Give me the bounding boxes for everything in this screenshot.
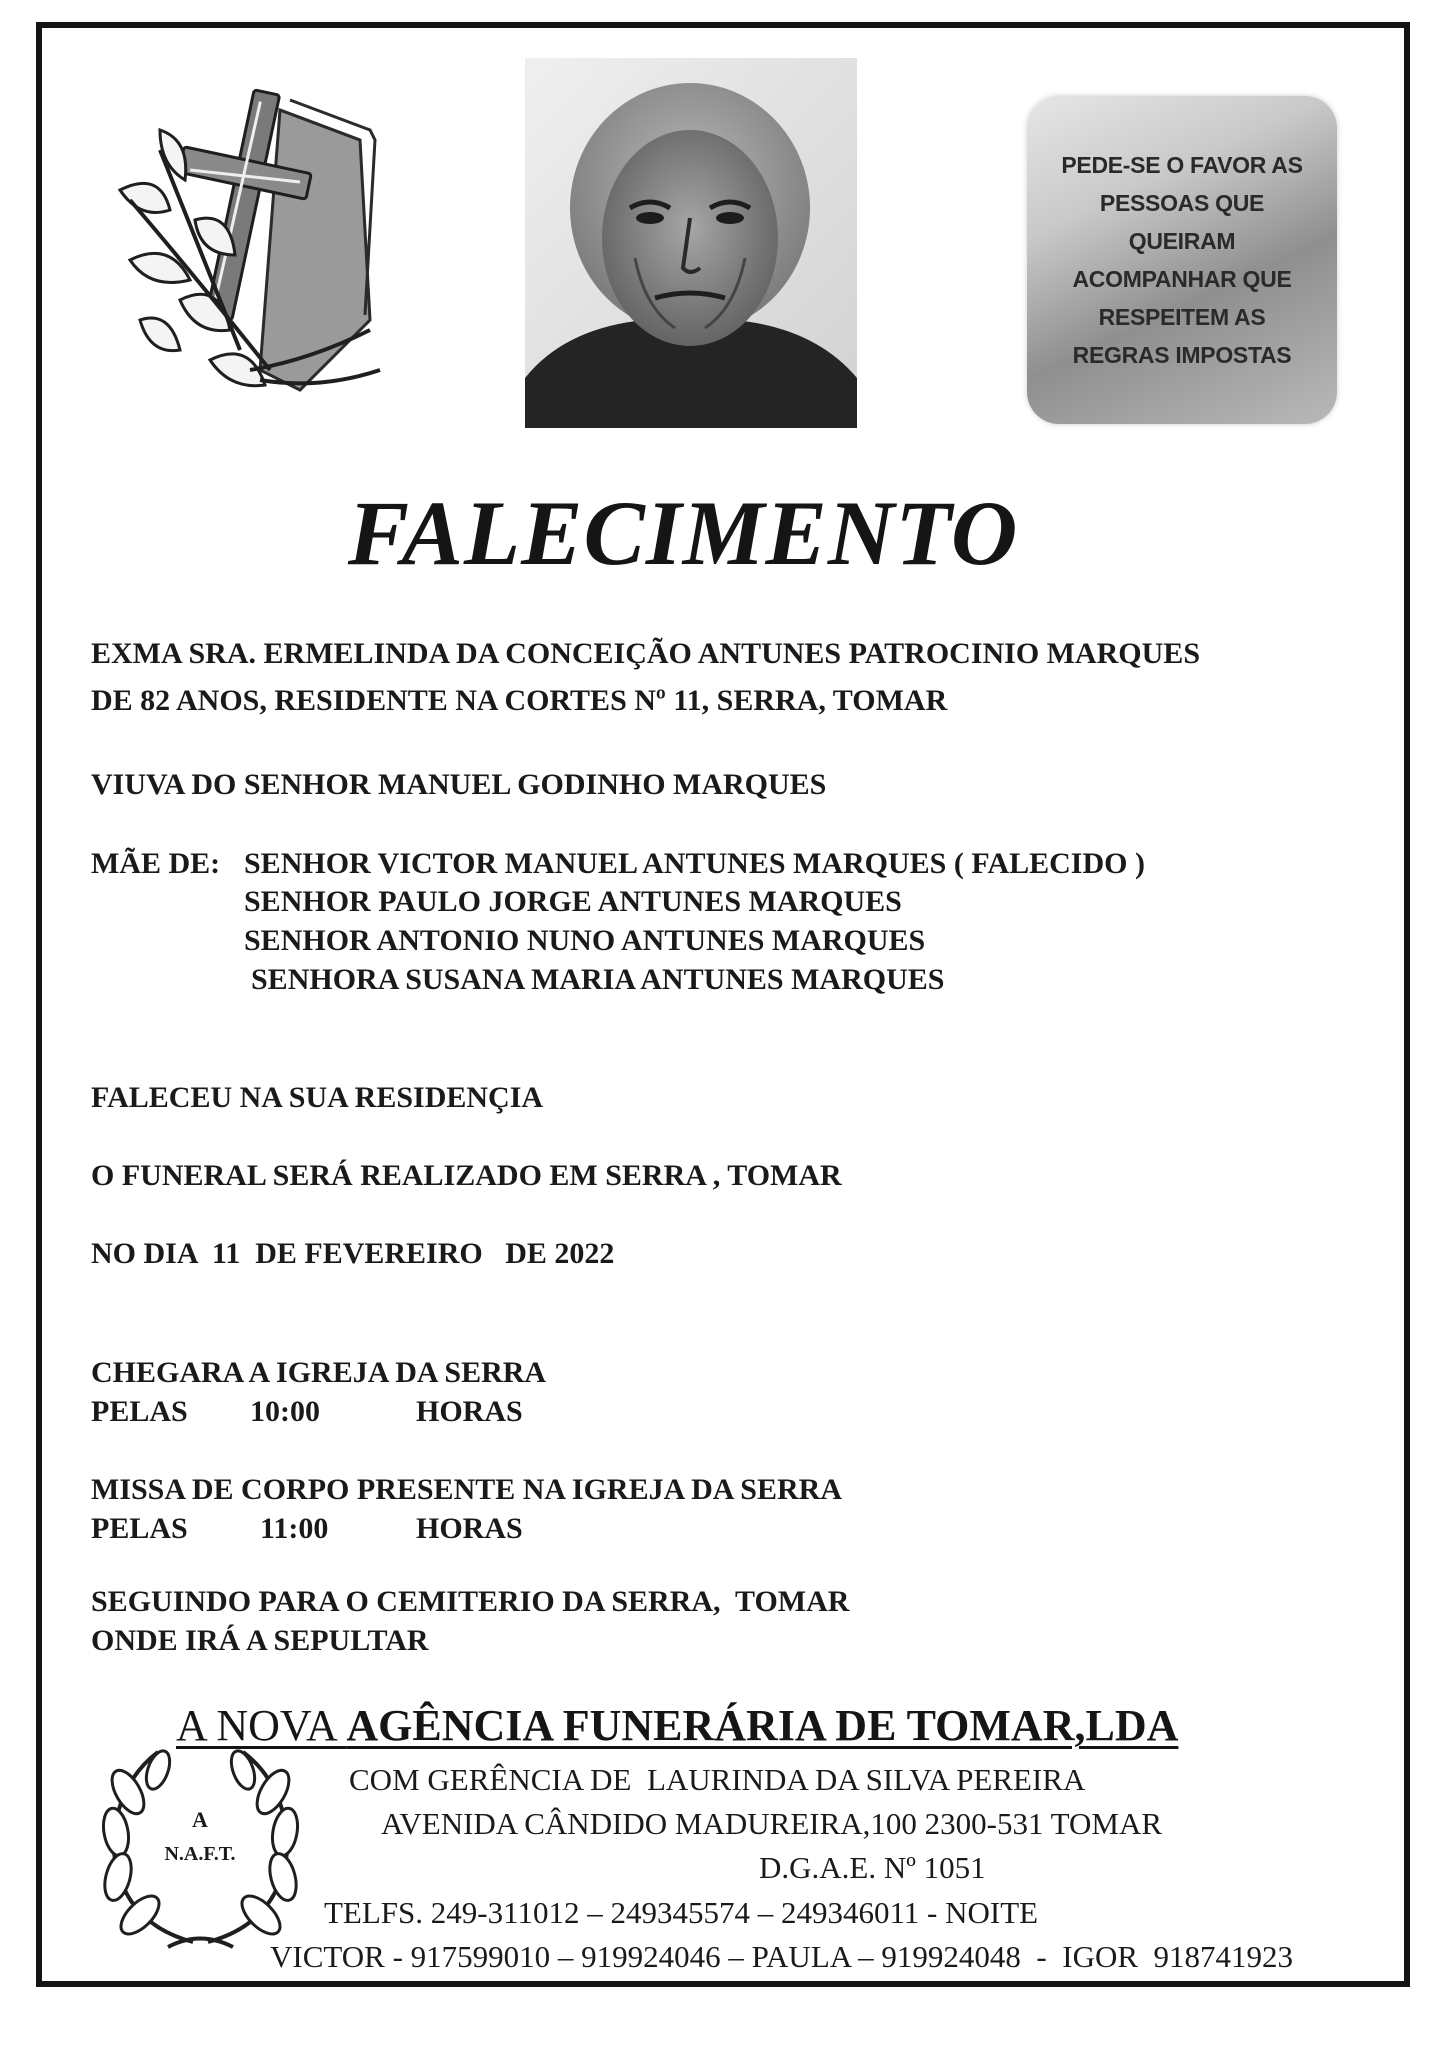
child-name: SENHOR PAULO JORGE ANTUNES MARQUES [244,885,902,918]
child-name: SENHOR VICTOR MANUEL ANTUNES MARQUES ( FALECIDO ) [244,847,1145,880]
notice-line: PESSOAS QUE [1099,190,1265,216]
funeral-place: O FUNERAL SERÁ REALIZADO EM SERRA , TOMAR [91,1159,842,1192]
arrival-time: 10:00 [250,1395,320,1428]
child-name: SENHOR ANTONIO NUNO ANTUNES MARQUES [244,924,926,957]
agency-name-bold: AGÊNCIA FUNERÁRIA DE TOMAR,LDA [346,1701,1179,1750]
arrival-horas: HORAS [416,1395,523,1428]
agency-address: AVENIDA CÂNDIDO MADUREIRA,100 2300-531 TOMAR [381,1806,1163,1841]
agency-management: COM GERÊNCIA DE LAURINDA DA SILVA PEREIRA [349,1762,1086,1797]
agency-night-contacts: VICTOR - 917599010 – 919924046 – PAULA – 919924048 - IGOR 918741923 [270,1939,1294,1974]
funeral-date: NO DIA 11 DE FEVEREIRO DE 2022 [91,1237,615,1270]
agency-name-prefix: A NOVA [176,1701,347,1750]
page-title: FALECIMENTO [347,482,1019,584]
arrival-title: CHEGARA A IGREJA DA SERRA [91,1356,547,1389]
deceased-name-line: EXMA SRA. ERMELINDA DA CONCEIÇÃO ANTUNES PATROCINIO MARQUES [91,637,1201,670]
logo-text: N.A.F.T. [164,1843,236,1865]
notice-line: QUEIRAM [1128,228,1236,254]
deceased-age-residence: DE 82 ANOS, RESIDENTE NA CORTES Nº 11, SERRA, TOMAR [91,684,948,717]
burial-line: ONDE IRÁ A SEPULTAR [91,1624,429,1657]
logo-letter: A [192,1807,208,1832]
mass-pelas: PELAS [91,1512,188,1545]
burial-line: SEGUINDO PARA O CEMITERIO DA SERRA, TOMAR [91,1585,850,1618]
cross-lily-emblem-icon [100,70,400,410]
notice-box [1027,96,1337,424]
agency-license: D.G.A.E. Nº 1051 [759,1850,986,1885]
laurel-wreath-logo [98,1732,303,1962]
child-name: SENHORA SUSANA MARIA ANTUNES MARQUES [251,963,945,996]
mass-title: MISSA DE CORPO PRESENTE NA IGREJA DA SERRA [91,1473,842,1506]
widow-line: VIUVA DO SENHOR MANUEL GODINHO MARQUES [91,768,827,801]
mass-horas: HORAS [416,1512,523,1545]
notice-line: PEDE-SE O FAVOR AS [1061,152,1303,178]
mother-of-label: MÃE DE: [91,847,221,880]
death-place: FALECEU NA SUA RESIDENÇIA [91,1081,544,1114]
mass-time: 11:00 [260,1512,329,1545]
agency-phones: TELFS. 249-311012 – 249345574 – 249346011 - NOITE [324,1895,1039,1930]
notice-line: ACOMPANHAR QUE [1072,266,1292,292]
notice-line: REGRAS IMPOSTAS [1072,342,1292,368]
notice-line: RESPEITEM AS [1098,304,1266,330]
arrival-pelas: PELAS [91,1395,188,1428]
agency-name [176,1700,1178,1751]
portrait-photo [525,58,857,428]
